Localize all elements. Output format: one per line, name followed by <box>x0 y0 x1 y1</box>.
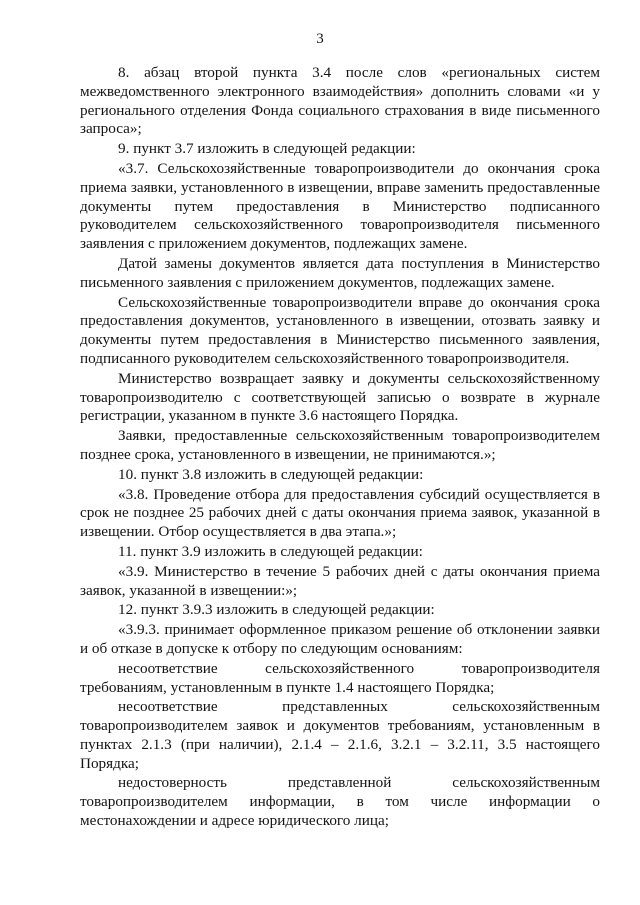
paragraph-item-11: 11. пункт 3.9 изложить в следующей редакции: <box>118 542 423 560</box>
paragraph-clause-3-8: «3.8. Проведение отбора для предоставления субсидий осуществляется в срок не позднее 25 рабочих дней с даты окончания приема заявок, указанной в извещении. Отбор осуществляется в два этапа.»; <box>80 485 600 541</box>
paragraph-late-applications: Заявки, предоставленные сельскохозяйственным товаропроизводителем позднее срока, установленного в извещении, не принимаются.»; <box>80 427 600 463</box>
paragraph-withdrawal: Сельскохозяйственные товаропроизводители вправе до окончания срока предоставления документов, установленного в извещении, отозвать заявку и документы путем предоставления в Министерство письменного заявления, подписанного руководителем сельскохозяйственного товаропроизводителя. <box>80 293 600 367</box>
paragraph-ground-1: несоответствие сельскохозяйственного товаропроизводителя требованиям, установленным в пункте 1.4 настоящего Порядка; <box>80 659 600 696</box>
paragraph-replacement-date: Датой замены документов является дата поступления в Министерство письменного заявления с приложением документов, подлежащих замене. <box>80 254 600 291</box>
paragraph-item-8: 8. абзац второй пункта 3.4 после слов «региональных систем межведомственного электронного взаимодействия» дополнить словами «и у регионального отделения Фонда социального страхования в виде письменного запроса»; <box>80 64 600 138</box>
paragraph-return: Министерство возвращает заявку и документы сельскохозяйственному товаропроизводителю с соответствующей записью о возврате в журнале регистрации, указанном в пункте 3.6 настоящего Порядка. <box>80 369 600 425</box>
paragraph-clause-3-7: «3.7. Сельскохозяйственные товаропроизводители до окончания срока приема заявки, установленного в извещении, вправе заменить предоставленные документы путем предоставления в Министерство подписанного руководителем сельскохозяйственного товаропроизводителя письменного заявления с приложением документов, подлежащих замене. <box>80 159 600 253</box>
paragraph-item-12: 12. пункт 3.9.3 изложить в следующей редакции: <box>118 601 435 619</box>
paragraph-clause-3-9: «3.9. Министерство в течение 5 рабочих дней с даты окончания приема заявок, указанной в извещении:»; <box>80 562 600 599</box>
document-body <box>80 64 600 832</box>
paragraph-item-10: 10. пункт 3.8 изложить в следующей редакции: <box>118 465 424 483</box>
paragraph-item-9: 9. пункт 3.7 изложить в следующей редакции: <box>118 140 416 158</box>
paragraph-ground-2: несоответствие представленных сельскохозяйственным товаропроизводителем заявок и документов требованиям, установленным в пунктах 2.1.3 (при наличии), 2.1.4 – 2.1.6, 3.2.1 – 3.2.11, 3.5 настоящего Порядка; <box>80 698 600 772</box>
paragraph-ground-3: недостоверность представленной сельскохозяйственным товаропроизводителем информации, в том числе информации о местонахождении и адресе юридического лица; <box>80 774 600 830</box>
page-number: 3 <box>316 31 324 47</box>
paragraph-clause-3-9-3: «3.9.3. принимает оформленное приказом решение об отклонении заявки и об отказе в допуске к отбору по следующим основаниям: <box>80 621 600 657</box>
